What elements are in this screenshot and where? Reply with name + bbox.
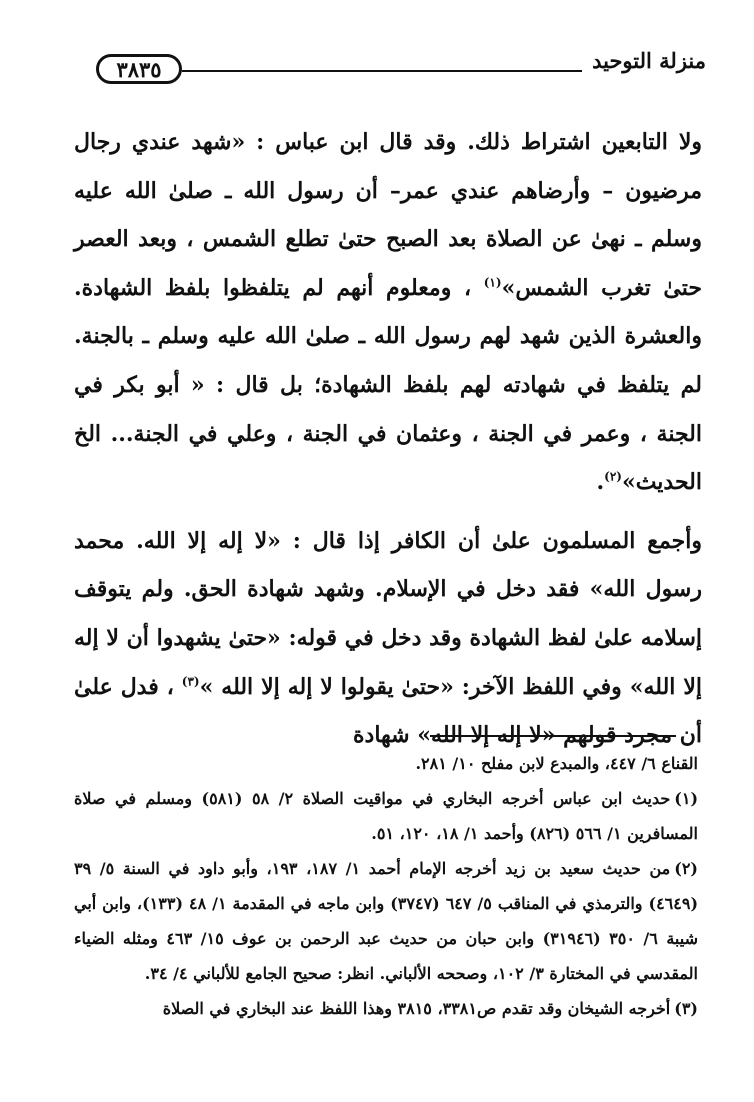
footnote-separator — [430, 735, 676, 737]
footnotes — [74, 746, 698, 1026]
chapter-title: منزلة التوحيد — [592, 48, 706, 73]
footnote-2-number: (٢) — [674, 859, 698, 878]
footnote-ref-3: (٣) — [181, 674, 200, 689]
header-rule — [182, 70, 582, 72]
footnote-2 — [74, 851, 698, 991]
footnote-3-number: (٣) — [674, 999, 698, 1018]
paragraph-1-text-c: . — [596, 469, 605, 496]
footnote-1-number: (١) — [674, 789, 699, 808]
main-text — [74, 118, 702, 760]
footnote-2-text: من حديث سعيد بن زيد أخرجه الإمام أحمد ١/ ١٨٧، ١٩٣، وأبو داود في السنة ٥/ ٣٩ (٤٦٤٩) والترمذي في المناقب ٥/ ٦٤٧ (٣٧٤٧) وابن ماجه في المقدمة ١/ ٤٨ (١٣٣)، وابن أبي شيبة ٦/ ٣٥٠ (٣١٩٤٦) وابن حبان من حديث عبد الرحمن بن عوف ١٥/ ٤٦٣ ومثله الضياء المقدسي في المختارة ٣/ ١٠٢، وصححه الألباني. انظر: صحيح الجامع للألباني ٤/ ٣٤. — [74, 859, 699, 983]
paragraph-1 — [74, 118, 702, 507]
page-number: ٣٨٣٥ — [116, 56, 162, 82]
footnote-3 — [74, 991, 698, 1026]
footnote-ref-2: (٢) — [604, 469, 622, 484]
footnote-1 — [74, 781, 698, 851]
paragraph-2-text-a: وأجمع المسلمون علىٰ أن الكافر إذا قال : «لا إله إلا الله. محمد رسول الله» فقد دخل في الإسلام. وشهد شهادة الحق. ولم يتوقف إسلامه علىٰ لفظ الشهادة وقد دخل في قوله: «حتىٰ يشهدوا أن لا إله إلا الله» وفي اللفظ الآخر: «حتىٰ يقولوا لا إله إلا الله » — [74, 527, 703, 700]
footnote-ref-1: (١) — [483, 275, 502, 290]
paragraph-2-text-b: ، فدل علىٰ أن مجرد قولهم «لا إله إلا الله» شهادة — [74, 673, 702, 749]
footnote-0-text: القناع ٦/ ٤٤٧، والمبدع لابن مفلح ١٠/ ٢٨١. — [415, 754, 698, 773]
footnote-1-text: حديث ابن عباس أخرجه البخاري في مواقيت الصلاة ٢/ ٥٨ (٥٨١) ومسلم في صلاة المسافرين ١/ ٥٦٦ (٨٢٦) وأحمد ١/ ١٨، ١٢٠، ٥١. — [74, 789, 698, 843]
footnote-continuation — [74, 746, 698, 781]
paragraph-1-text-a: ولا التابعين اشتراط ذلك. وقد قال ابن عباس : «شهد عندي رجال مرضيون – وأرضاهم عندي عمر– أن رسول الله ـ صلىٰ الله عليه وسلم ـ نهىٰ عن الصلاة بعد الصبح حتىٰ تطلع الشمس ، وبعد العصر حتىٰ تغرب الشمس» — [74, 129, 702, 301]
footnote-3-text: أخرجه الشيخان وقد تقدم ص٣٣٨١، ٣٨١٥ وهذا اللفظ عند البخاري في الصلاة — [162, 999, 671, 1018]
page-number-badge — [96, 54, 182, 84]
paragraph-1-text-b: ، ومعلوم أنهم لم يتلفظوا بلفظ الشهادة. والعشرة الذين شهد لهم رسول الله ـ صلىٰ الله عليه وسلم ـ بالجنة. لم يتلفظ في شهادته لهم بلفظ الشهادة؛ بل قال : « أبو بكر في الجنة ، وعمر في الجنة ، وعثمان في الجنة ، وعلي في الجنة... الخ الحديث» — [74, 274, 702, 496]
page-header — [96, 44, 706, 84]
paragraph-2 — [74, 517, 702, 760]
